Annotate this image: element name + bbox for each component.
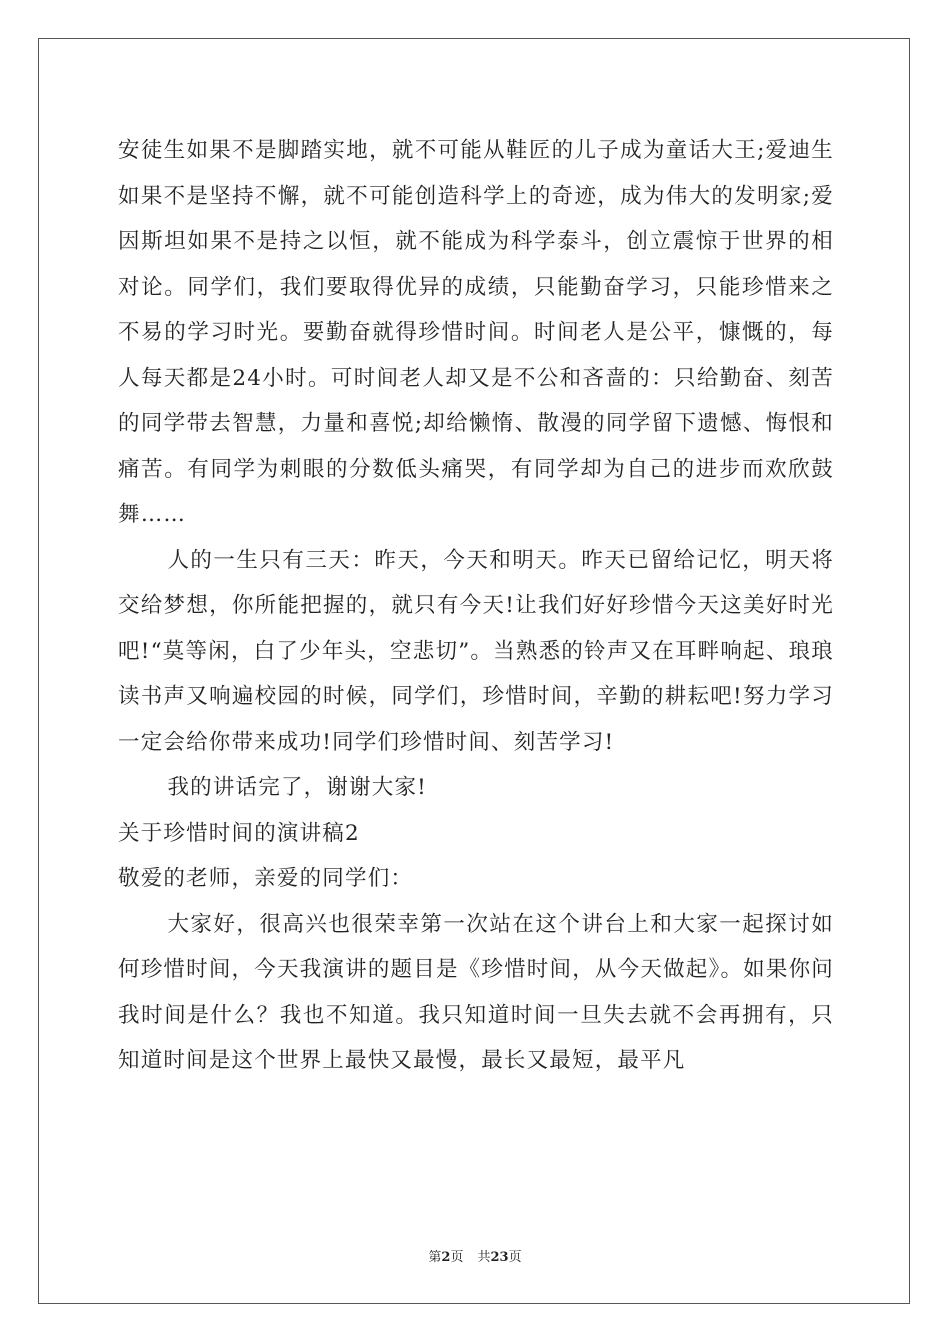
page-number: 2 (441, 1250, 451, 1265)
page-footer (0, 1246, 950, 1265)
total-prefix: 共 (477, 1250, 491, 1265)
page-unit: 页 (450, 1250, 464, 1265)
paragraph-2: 人的一生只有三天：昨天，今天和明天。昨天已留给记忆，明天将交给梦想，你所能把握的，就只有今天!让我们好好珍惜今天这美好时光吧!“莫等闲，白了少年头，空悲切”。当熟悉的铃声又在耳畔响起、琅琅读书声又响遍校园的时候，同学们，珍惜时间，辛勤的耕耘吧!努力学习一定会给你带来成功!同学们珍惜时间、刻苦学习! (118, 547, 834, 755)
section-title: 关于珍惜时间的演讲稿2 (118, 820, 360, 846)
salutation: 敬爱的老师，亲爱的同学们： (118, 866, 414, 891)
closing-remark: 我的讲话完了，谢谢大家! (167, 775, 427, 800)
total-unit: 页 (508, 1250, 522, 1265)
paragraph-3: 大家好，很高兴也很荣幸第一次站在这个讲台上和大家一起探讨如何珍惜时间，今天我演讲的题目是《珍惜时间，从今天做起》。如果你问我时间是什么？我也不知道。我只知道时间一旦失去就不会再拥有，只知道时间是这个世界上最快又最慢，最长又最短，最平凡 (118, 911, 834, 1073)
document-body (118, 128, 834, 1084)
paragraph-1: 安徒生如果不是脚踏实地，就不可能从鞋匠的儿子成为童话大王;爱迪生如果不是坚持不懈，就不可能创造科学上的奇迹，成为伟大的发明家;爱因斯坦如果不是持之以恒，就不能成为科学泰斗，创立震惊于世界的相对论。同学们，我们要取得优异的成绩，只能勤奋学习，只能珍惜来之不易的学习时光。要勤奋就得珍惜时间。时间老人是公平，慷慨的，每人每天都是24小时。可时间老人却又是不公和吝啬的：只给勤奋、刻苦的同学带去智慧，力量和喜悦;却给懒惰、散漫的同学留下遗憾、悔恨和痛苦。有同学为刺眼的分数低头痛哭，有同学却为自己的进步而欢欣鼓舞…… (118, 138, 834, 527)
page-prefix: 第 (428, 1250, 442, 1265)
total-pages: 23 (490, 1250, 509, 1265)
